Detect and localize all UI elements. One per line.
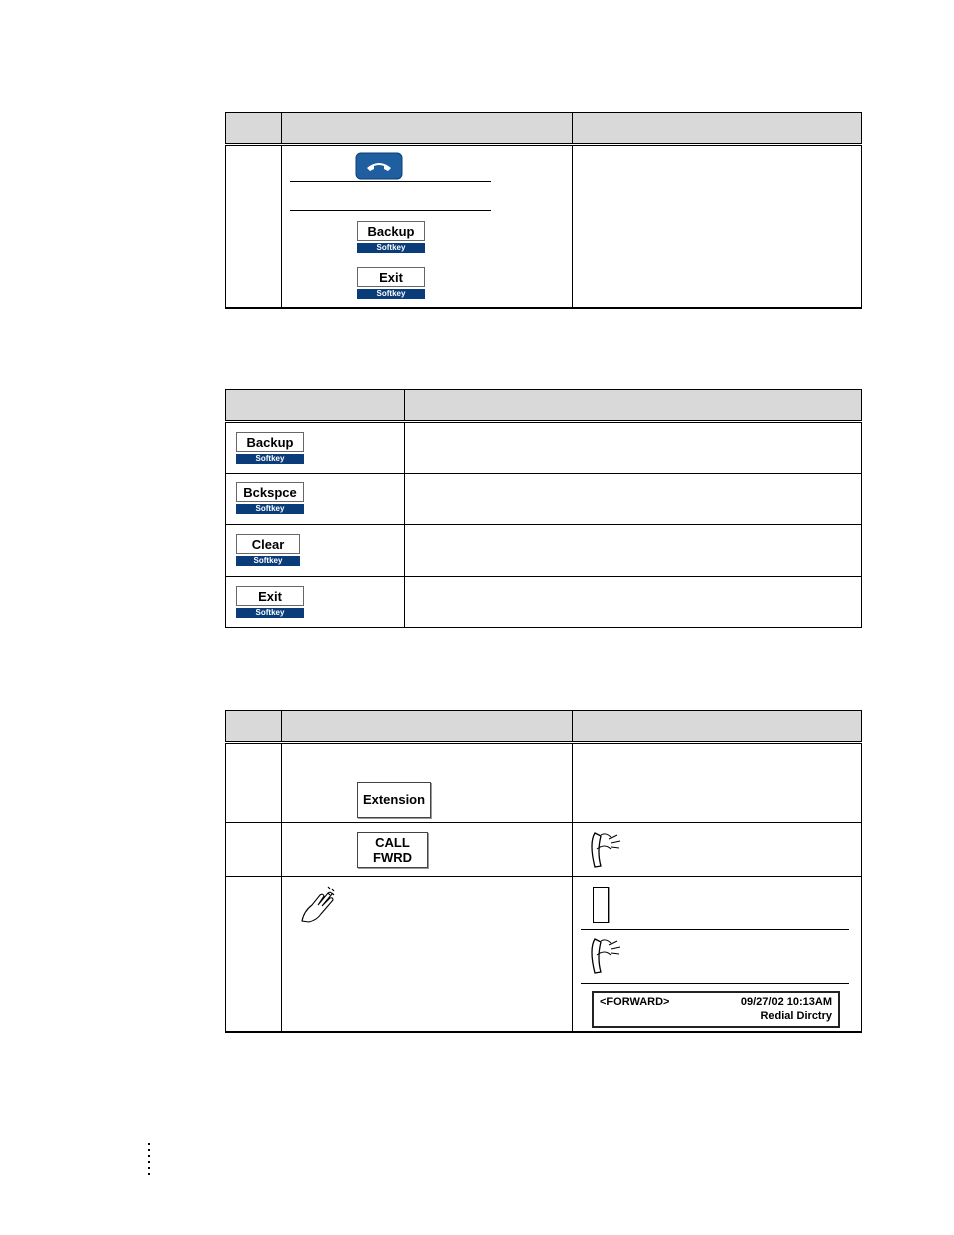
softkey-label: Exit <box>357 267 425 287</box>
header-action <box>282 711 573 743</box>
description-cell <box>405 422 862 474</box>
description-cell <box>405 525 862 577</box>
indicator-box-icon <box>593 887 609 923</box>
header-action <box>282 113 573 145</box>
button-line: CALL <box>375 835 410 850</box>
divider <box>581 929 849 930</box>
softkey-tag: Softkey <box>357 289 425 299</box>
call-fwrd-button[interactable] <box>357 832 428 868</box>
procedure-table-1 <box>225 112 862 309</box>
header-description <box>405 390 862 422</box>
backup-softkey[interactable] <box>357 221 425 253</box>
softkey-label: Exit <box>236 586 304 606</box>
result-cell <box>573 743 862 823</box>
step-cell <box>226 823 282 877</box>
phone-display <box>592 991 840 1028</box>
procedure-table-2 <box>225 710 862 1033</box>
divider <box>581 983 849 984</box>
softkey-cell <box>226 577 405 628</box>
result-cell <box>573 823 862 877</box>
bckspce-softkey[interactable] <box>236 482 304 514</box>
result-cell <box>573 145 862 308</box>
header-step <box>226 711 282 743</box>
softkey-label: Backup <box>236 432 304 452</box>
button-line: FWRD <box>373 850 412 865</box>
divider <box>290 181 491 182</box>
header-result <box>573 711 862 743</box>
backup-softkey[interactable] <box>236 432 304 464</box>
softkey-tag: Softkey <box>236 608 304 618</box>
softkey-cell <box>226 474 405 525</box>
softkey-label: Bckspce <box>236 482 304 502</box>
result-cell <box>573 877 862 1032</box>
softkey-tag: Softkey <box>357 243 425 253</box>
exit-softkey[interactable] <box>236 586 304 618</box>
softkey-label: Clear <box>236 534 300 554</box>
action-cell <box>282 877 573 1032</box>
softkey-table <box>225 389 862 628</box>
softkey-tag: Softkey <box>236 454 304 464</box>
display-status: <FORWARD> <box>600 996 670 1008</box>
action-cell <box>282 145 573 308</box>
hand-dialing-icon <box>298 883 340 927</box>
header-result <box>573 113 862 145</box>
display-datetime: 09/27/02 10:13AM <box>740 996 832 1008</box>
step-cell <box>226 877 282 1032</box>
softkey-cell <box>226 422 405 474</box>
description-cell <box>405 577 862 628</box>
divider <box>290 210 491 211</box>
margin-dots <box>146 1143 152 1179</box>
description-cell <box>405 474 862 525</box>
softkey-tag: Softkey <box>236 556 300 566</box>
clear-softkey[interactable] <box>236 534 300 566</box>
header-step <box>226 113 282 145</box>
exit-softkey[interactable] <box>357 267 425 299</box>
step-cell <box>226 743 282 823</box>
hang-up-key-icon[interactable] <box>355 152 403 180</box>
display-softkeys: Redial Dirctry <box>760 1010 832 1022</box>
softkey-tag: Softkey <box>236 504 304 514</box>
step-cell <box>226 145 282 308</box>
header-softkey <box>226 390 405 422</box>
extension-button[interactable]: Extension <box>357 782 431 818</box>
action-cell <box>282 823 573 877</box>
softkey-cell <box>226 525 405 577</box>
handset-lift-icon <box>587 935 631 979</box>
softkey-label: Backup <box>357 221 425 241</box>
handset-lift-icon <box>587 829 631 873</box>
action-cell <box>282 743 573 823</box>
